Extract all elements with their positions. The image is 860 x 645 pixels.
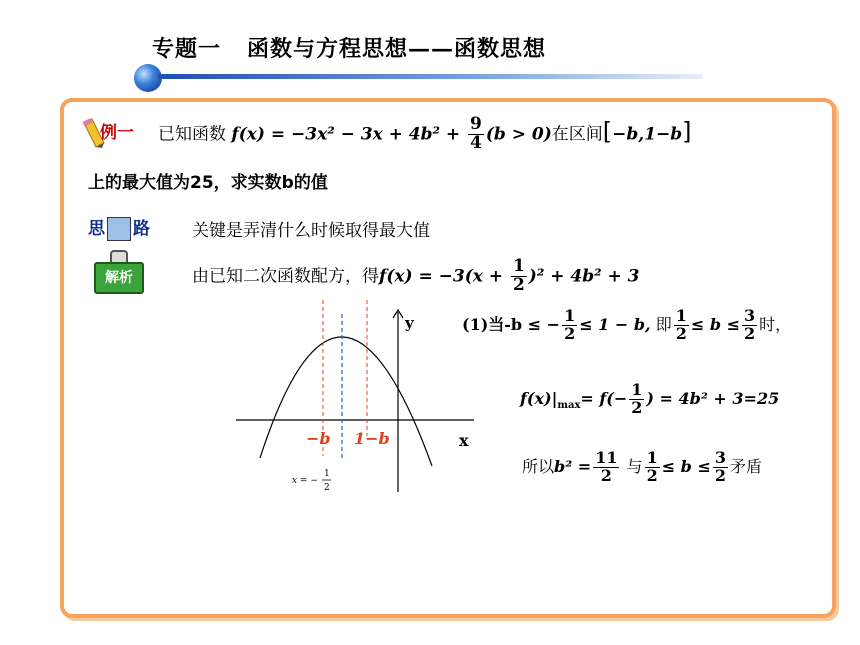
frac-1-2 xyxy=(511,258,527,295)
conclusion-line xyxy=(522,450,762,485)
jiexi-badge xyxy=(94,250,142,292)
parabola-graph xyxy=(228,296,478,496)
frac-num: 11 xyxy=(595,448,618,467)
silu-badge xyxy=(88,214,150,241)
slide-title xyxy=(152,32,546,63)
frac-num: 1 xyxy=(512,256,525,276)
frac-num: 1 xyxy=(646,448,658,467)
conclusion-suffix: 矛盾 xyxy=(729,456,762,476)
max-line xyxy=(520,382,779,417)
condition-b-positive: (b > 0) xyxy=(485,124,552,145)
example-line2: 上的最大值为25，求实数b的值 xyxy=(88,173,328,193)
conclusion-yu: 与 xyxy=(626,456,643,476)
frac-num: 1 xyxy=(631,380,643,399)
vertex-frac-num: 1 xyxy=(324,469,330,479)
frac-den: 2 xyxy=(646,465,658,485)
frac-den: 2 xyxy=(600,465,612,485)
frac-den: 2 xyxy=(675,323,687,343)
frac-9-4 xyxy=(468,116,484,153)
silu-label-a: 思 xyxy=(88,219,105,239)
conclusion-prefix: 所以 xyxy=(522,456,555,476)
vertex-frac-den: 2 xyxy=(324,483,330,493)
function-formula: f(x) = −3x² − 3x + 4b² + xyxy=(231,124,467,145)
parabola-curve xyxy=(260,337,432,466)
interval-text: 在区间 xyxy=(551,124,603,145)
conclusion-b: ≤ b ≤ xyxy=(661,456,711,476)
title-underline xyxy=(158,74,703,79)
example-intro: 已知函数 xyxy=(158,124,226,145)
max-b: = f(− xyxy=(580,388,628,408)
case1-cond-c: ≤ b ≤ xyxy=(690,314,741,334)
conclusion-frac2 xyxy=(645,450,660,485)
jiexi-line xyxy=(192,258,639,295)
jiexi-text: 由已知二次函数配方，得 xyxy=(192,266,379,287)
example-line1 xyxy=(158,116,692,153)
silu-text: 关键是弄清什么时候取得最大值 xyxy=(192,221,430,241)
case1-cond-a: -b ≤ − xyxy=(504,314,561,334)
frac-den: 2 xyxy=(512,274,525,295)
interval: −b,1−b xyxy=(612,124,683,145)
left-bracket: [ xyxy=(602,117,613,146)
max-frac xyxy=(629,382,644,417)
frac-num: 3 xyxy=(714,448,726,467)
frac-den: 2 xyxy=(714,465,726,485)
silu-label-b: 路 xyxy=(133,219,150,239)
case1-shi: 时， xyxy=(759,314,792,334)
frac-den: 4 xyxy=(470,132,482,153)
case1-frac1 xyxy=(562,308,577,343)
max-sub: max xyxy=(557,399,581,411)
frac-den: 2 xyxy=(744,323,756,343)
right-bracket: ] xyxy=(682,117,692,146)
x-axis-label: x xyxy=(459,431,469,450)
vertex-form-b: )² + 4b² + 3 xyxy=(528,266,640,287)
frac-num: 3 xyxy=(744,306,756,325)
frac-den: 2 xyxy=(631,397,643,417)
frac-num: 1 xyxy=(675,306,687,325)
case1-line xyxy=(462,308,791,343)
label-1-minus-b: 1−b xyxy=(354,429,390,448)
frac-num: 9 xyxy=(470,114,482,134)
case1-frac2 xyxy=(674,308,689,343)
y-axis-label: y xyxy=(405,314,414,332)
case1-prefix: (1)当 xyxy=(462,314,505,334)
conclusion-frac1 xyxy=(593,450,619,485)
max-c: ) = 4b² + 3=25 xyxy=(646,388,780,408)
title-part1: 专题一 xyxy=(152,36,222,62)
frac-den: 2 xyxy=(564,323,576,343)
title-part2: 函数与方程思想——函数思想 xyxy=(247,36,547,62)
conclusion-frac3 xyxy=(713,450,728,485)
vertex-x-label: x = − xyxy=(292,476,318,486)
vertex-form-a: f(x) = −3(x + xyxy=(379,266,509,287)
jiexi-label: 解析 xyxy=(94,262,144,294)
door-icon xyxy=(107,217,131,241)
case1-cond-b: ≤ 1 − b, xyxy=(579,314,651,334)
example-label: 例一 xyxy=(100,123,134,143)
case1-frac3 xyxy=(742,308,757,343)
case1-ji: 即 xyxy=(655,314,672,334)
label-neg-b: −b xyxy=(306,429,331,448)
frac-num: 1 xyxy=(564,306,576,325)
max-a: f(x)| xyxy=(520,388,558,408)
conclusion-a: b² = xyxy=(554,456,592,476)
